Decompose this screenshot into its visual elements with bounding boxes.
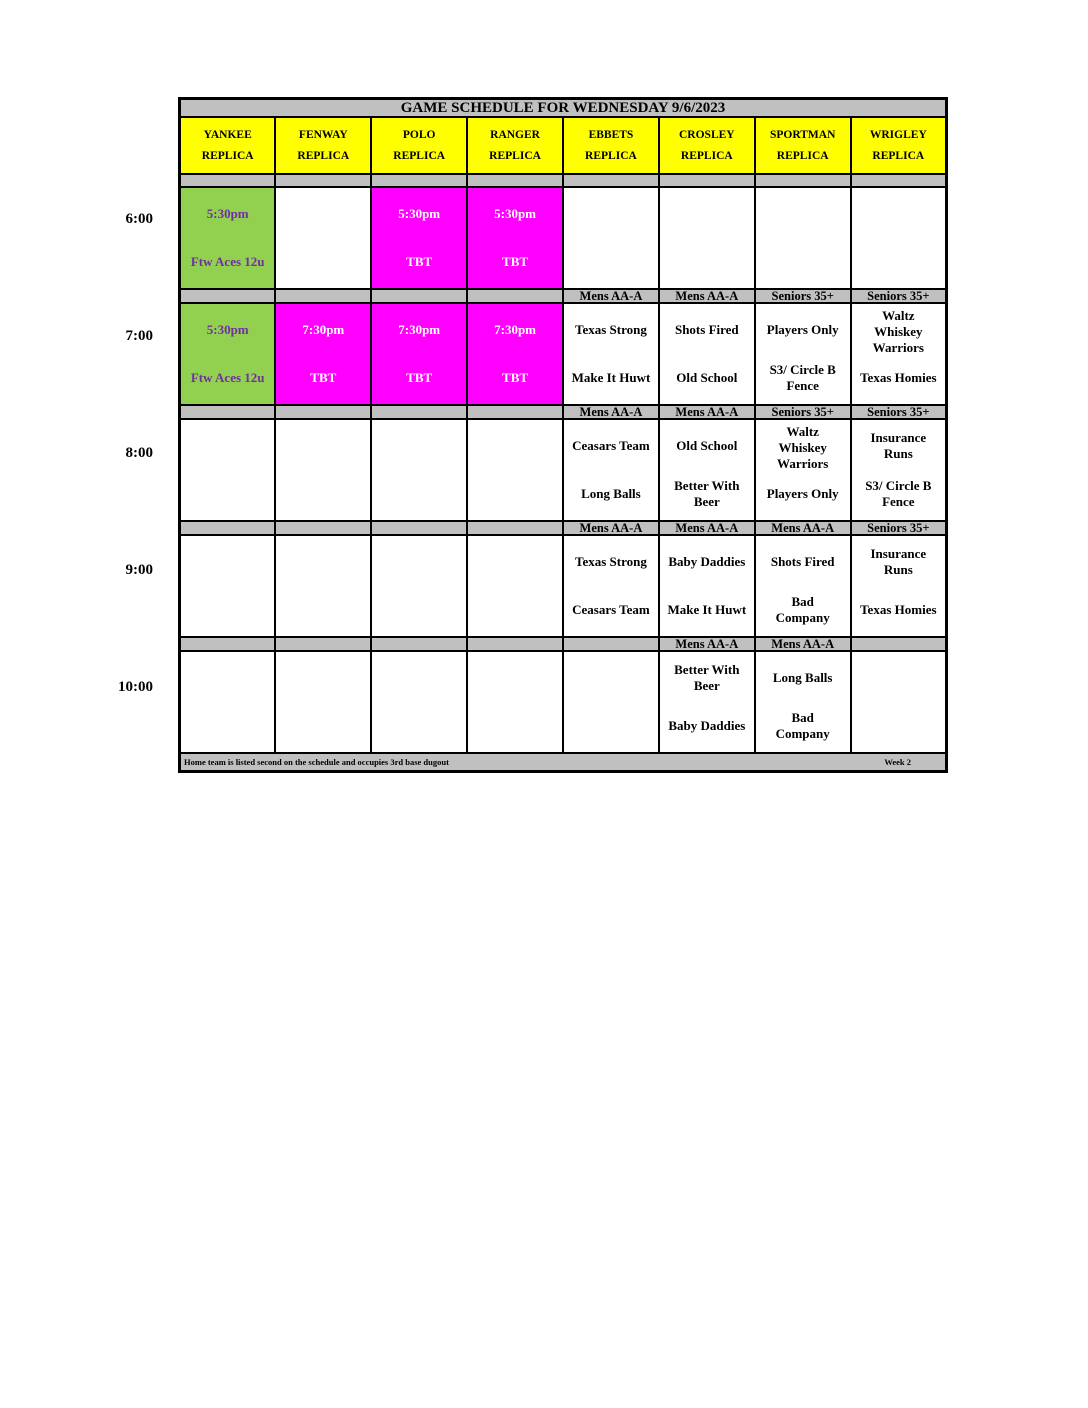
field-name: EBBETS: [588, 128, 634, 141]
game-cell: [467, 535, 563, 637]
league-band-cell: [563, 174, 659, 187]
team-top: Ceasars Team: [572, 438, 650, 453]
league-band-cell: Mens AA-A: [659, 637, 755, 651]
game-cell: [371, 535, 467, 637]
footer-row: [180, 753, 947, 771]
game-cell: [371, 651, 467, 753]
league-band-cell: Seniors 35+: [755, 289, 851, 303]
league-band-cell: [275, 521, 371, 535]
field-name: YANKEE: [203, 128, 252, 141]
time-label-600: 6:00: [125, 211, 153, 227]
column-header-ebbets: [563, 117, 659, 174]
game-cell: [755, 187, 851, 289]
team-bottom: Players Only: [766, 486, 839, 501]
league-band-cell: [371, 405, 467, 419]
team-bottom: Baby Daddies: [668, 718, 746, 733]
game-cell: [275, 303, 371, 405]
game-cell: [180, 651, 276, 753]
game-cell: [467, 187, 563, 289]
league-band-cell: [467, 405, 563, 419]
team-bottom: S3/ Circle B Fence: [865, 478, 932, 509]
game-cell: [180, 535, 276, 637]
league-band-cell: [180, 289, 276, 303]
league-band-cell: [180, 174, 276, 187]
team-bottom: Texas Homies: [860, 602, 937, 617]
game-cell: [851, 651, 947, 753]
team-bottom: TBT: [502, 254, 529, 269]
field-name: POLO: [402, 128, 436, 141]
league-band-row: [180, 174, 947, 187]
game-row-800: [180, 419, 947, 521]
field-sub: REPLICA: [680, 150, 733, 163]
league-band-cell: [371, 289, 467, 303]
team-bottom: TBT: [310, 370, 337, 385]
field-sub: REPLICA: [585, 150, 637, 163]
game-row-600: [180, 187, 947, 289]
league-band-cell: Seniors 35+: [755, 405, 851, 419]
league-band-cell: [275, 405, 371, 419]
game-cell: [275, 419, 371, 521]
time-label-1000: 10:00: [118, 679, 153, 695]
game-cell: [275, 187, 371, 289]
league-band-cell: [180, 405, 276, 419]
field-sub: REPLICA: [297, 150, 350, 163]
game-cell: [467, 651, 563, 753]
league-band-cell: [371, 637, 467, 651]
team-bottom: Ceasars Team: [572, 602, 650, 617]
league-band-cell: [275, 289, 371, 303]
game-time: 7:30pm: [398, 322, 441, 337]
league-band-cell: [851, 637, 947, 651]
team-bottom: TBT: [406, 370, 433, 385]
league-band-cell: [851, 174, 947, 187]
game-cell: [563, 651, 659, 753]
league-band-cell: [275, 174, 371, 187]
team-top: Better With Beer: [674, 662, 740, 693]
column-header-crosley: [659, 117, 755, 174]
game-cell: [755, 303, 851, 405]
field-name: FENWAY: [298, 128, 348, 141]
team-bottom: Long Balls: [581, 486, 641, 501]
week-label: Week 2: [884, 756, 911, 767]
league-band-cell: [371, 174, 467, 187]
field-name: SPORTMAN: [769, 128, 836, 141]
team-top: Texas Strong: [574, 322, 647, 337]
team-top: Waltz Whiskey Warriors: [872, 308, 924, 355]
team-bottom: Bad Company: [775, 710, 830, 741]
team-top: Waltz Whiskey Warriors: [777, 424, 829, 471]
game-cell: [659, 187, 755, 289]
game-time: 5:30pm: [206, 322, 249, 337]
game-time: 5:30pm: [206, 206, 249, 221]
league-band-cell: [180, 521, 276, 535]
league-band-cell: Mens AA-A: [563, 521, 659, 535]
team-top: Shots Fired: [674, 322, 739, 337]
game-time: 5:30pm: [494, 206, 536, 221]
game-cell: [755, 419, 851, 521]
game-row-1000: [180, 651, 947, 753]
game-cell: [371, 419, 467, 521]
game-cell: [563, 535, 659, 637]
league-band-row: [180, 521, 947, 535]
league-band-cell: [275, 637, 371, 651]
team-top: Shots Fired: [770, 554, 835, 569]
footer-note: Home team is listed second on the schedule and occupies 3rd base dugout: [184, 756, 449, 767]
field-sub: REPLICA: [489, 150, 541, 163]
field-name: CROSLEY: [679, 128, 735, 141]
league-band-cell: Mens AA-A: [755, 521, 851, 535]
league-band-cell: [180, 637, 276, 651]
game-cell: [563, 187, 659, 289]
game-row-900: [180, 535, 947, 637]
league-band-cell: Mens AA-A: [755, 637, 851, 651]
game-cell: [851, 187, 947, 289]
team-bottom: TBT: [406, 254, 433, 269]
field-name: RANGER: [490, 128, 540, 141]
game-cell: [180, 187, 276, 289]
game-cell: [755, 651, 851, 753]
game-cell: [371, 303, 467, 405]
game-cell: [371, 187, 467, 289]
league-band-cell: Seniors 35+: [851, 521, 947, 535]
league-band-cell: [467, 174, 563, 187]
game-time: 7:30pm: [302, 322, 345, 337]
game-cell: [659, 303, 755, 405]
game-schedule-table: [178, 97, 948, 773]
title-row: [180, 99, 947, 118]
league-band-row: [180, 637, 947, 651]
field-sub: REPLICA: [201, 150, 254, 163]
team-top: Players Only: [766, 322, 839, 337]
league-band-cell: [467, 521, 563, 535]
game-cell: [659, 419, 755, 521]
field-name: WRIGLEY: [869, 128, 927, 141]
game-cell: [275, 651, 371, 753]
league-band-cell: [563, 637, 659, 651]
game-cell: [563, 419, 659, 521]
league-band-cell: Mens AA-A: [659, 521, 755, 535]
league-band-cell: [371, 521, 467, 535]
team-bottom: S3/ Circle B Fence: [769, 362, 836, 393]
game-time: 7:30pm: [494, 322, 536, 337]
game-row-700: [180, 303, 947, 405]
team-bottom: TBT: [502, 370, 529, 385]
team-top: Long Balls: [772, 670, 833, 685]
game-cell: [563, 303, 659, 405]
team-top: Insurance Runs: [870, 546, 927, 577]
team-bottom: Ftw Aces 12u: [190, 254, 265, 269]
time-label-700: 7:00: [125, 328, 153, 344]
team-top: Old School: [676, 438, 738, 453]
schedule-title: GAME SCHEDULE FOR WEDNESDAY 9/6/2023: [180, 99, 947, 118]
game-cell: [659, 651, 755, 753]
time-label-900: 9:00: [125, 562, 153, 578]
game-cell: [467, 303, 563, 405]
header-row: [180, 117, 947, 174]
field-sub: REPLICA: [776, 150, 829, 163]
game-cell: [851, 535, 947, 637]
column-header-yankee: [180, 117, 276, 174]
league-band-cell: [755, 174, 851, 187]
field-sub: REPLICA: [872, 150, 925, 163]
game-cell: [659, 535, 755, 637]
league-band-cell: Mens AA-A: [563, 405, 659, 419]
column-header-polo: [371, 117, 467, 174]
league-band-cell: [467, 637, 563, 651]
league-band-row: [180, 405, 947, 419]
time-label-800: 8:00: [125, 445, 153, 461]
game-cell: [851, 303, 947, 405]
column-header-ranger: [467, 117, 563, 174]
team-top: Insurance Runs: [870, 430, 927, 461]
team-bottom: Make It Huwt: [667, 602, 747, 617]
game-cell: [467, 419, 563, 521]
team-bottom: Better With Beer: [674, 478, 740, 509]
league-band-row: [180, 289, 947, 303]
team-top: Texas Strong: [574, 554, 647, 569]
league-band-cell: Mens AA-A: [659, 405, 755, 419]
game-cell: [851, 419, 947, 521]
column-header-fenway: [275, 117, 371, 174]
team-bottom: Make It Huwt: [571, 370, 651, 385]
team-bottom: Texas Homies: [860, 370, 937, 385]
game-cell: [275, 535, 371, 637]
field-sub: REPLICA: [393, 150, 446, 163]
team-bottom: Ftw Aces 12u: [190, 370, 265, 385]
column-header-wrigley: [851, 117, 947, 174]
league-band-cell: Mens AA-A: [563, 289, 659, 303]
team-top: Baby Daddies: [668, 554, 746, 569]
game-cell: [180, 419, 276, 521]
team-bottom: Bad Company: [775, 594, 830, 625]
league-band-cell: Seniors 35+: [851, 289, 947, 303]
league-band-cell: [467, 289, 563, 303]
team-bottom: Old School: [676, 370, 738, 385]
game-time: 5:30pm: [398, 206, 441, 221]
column-header-sportman: [755, 117, 851, 174]
league-band-cell: [659, 174, 755, 187]
league-band-cell: Mens AA-A: [659, 289, 755, 303]
league-band-cell: Seniors 35+: [851, 405, 947, 419]
game-cell: [180, 303, 276, 405]
game-cell: [755, 535, 851, 637]
